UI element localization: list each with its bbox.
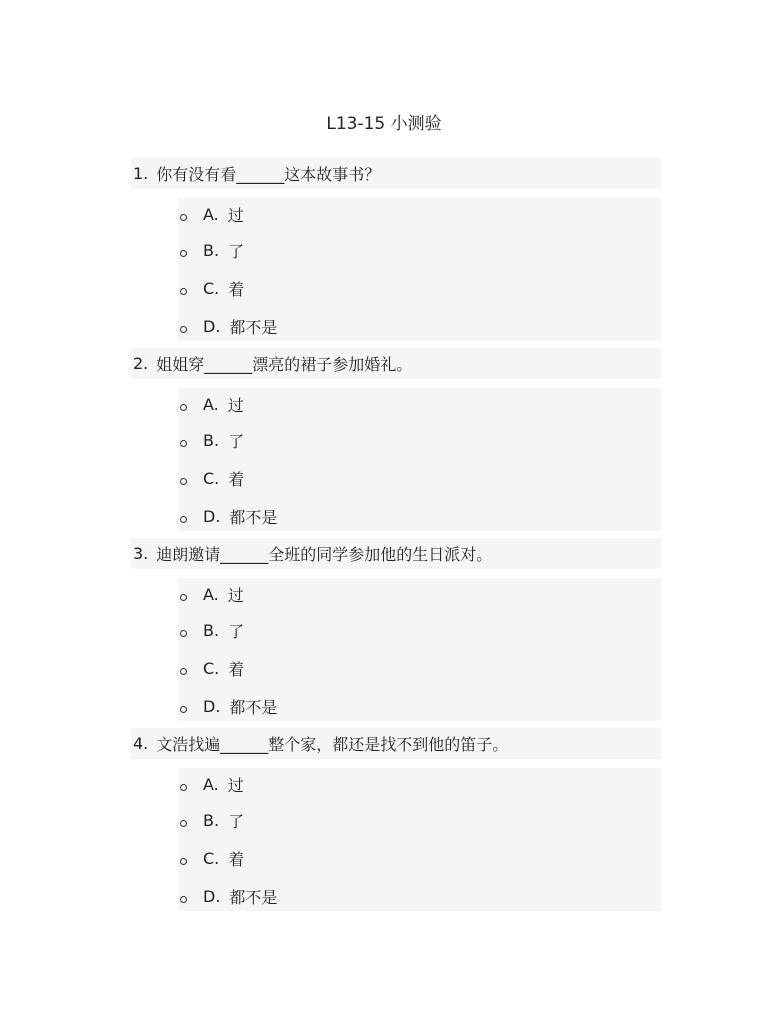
question-text: 文浩找遍______整个家，都还是找不到他的笛子。 — [156, 735, 509, 754]
options-list — [178, 198, 661, 341]
question-prompt — [131, 728, 661, 759]
quiz-list — [131, 158, 661, 918]
option-letter: C. — [203, 848, 220, 868]
question-number: 3. — [133, 544, 149, 563]
option-text: 过 — [227, 586, 244, 605]
option-letter: D. — [203, 886, 221, 906]
option-letter: C. — [203, 468, 220, 488]
question-prompt — [131, 538, 661, 569]
option-text: 了 — [228, 621, 245, 641]
circle-bullet-icon — [180, 594, 187, 601]
option-c[interactable] — [178, 459, 661, 497]
option-b[interactable] — [178, 231, 661, 269]
option-d[interactable] — [178, 687, 661, 725]
circle-bullet-icon — [180, 250, 187, 257]
option-text: 都不是 — [229, 697, 278, 717]
option-c[interactable] — [178, 839, 661, 877]
option-letter: B. — [203, 430, 220, 450]
question-number: 4. — [133, 734, 149, 753]
option-letter: A. — [203, 205, 219, 224]
option-text: 着 — [228, 659, 245, 679]
option-d[interactable] — [178, 877, 661, 915]
option-d[interactable] — [178, 307, 661, 345]
question-3 — [131, 538, 661, 728]
question-text: 你有没有看______这本故事书？ — [156, 165, 381, 184]
option-letter: C. — [203, 278, 220, 298]
question-prompt — [131, 348, 661, 379]
option-b[interactable] — [178, 801, 661, 839]
option-b[interactable] — [178, 611, 661, 649]
question-text: 姐姐穿______漂亮的裙子参加婚礼。 — [156, 355, 413, 374]
option-a[interactable] — [178, 388, 661, 421]
option-letter: A. — [203, 395, 219, 414]
question-2 — [131, 348, 661, 538]
option-text: 过 — [227, 206, 244, 225]
options-list — [178, 578, 661, 721]
option-a[interactable] — [178, 768, 661, 801]
question-text: 迪朗邀请______全班的同学参加他的生日派对。 — [156, 545, 493, 564]
option-text: 都不是 — [229, 317, 278, 337]
page-title: L13-15 小测验 — [326, 114, 442, 134]
option-text: 过 — [227, 776, 244, 795]
circle-bullet-icon — [180, 630, 187, 637]
option-text: 过 — [227, 396, 244, 415]
question-number: 1. — [133, 164, 149, 183]
option-letter: C. — [203, 658, 220, 678]
circle-bullet-icon — [180, 478, 187, 485]
option-letter: D. — [203, 506, 221, 526]
option-text: 了 — [228, 811, 245, 831]
option-letter: B. — [203, 620, 220, 640]
options-list — [178, 768, 661, 911]
option-letter: B. — [203, 240, 220, 260]
question-4 — [131, 728, 661, 918]
option-letter: A. — [203, 585, 219, 604]
option-text: 了 — [228, 431, 245, 451]
question-1 — [131, 158, 661, 348]
circle-bullet-icon — [180, 706, 187, 713]
option-text: 着 — [228, 469, 245, 489]
option-text: 都不是 — [229, 507, 278, 527]
option-letter: D. — [203, 696, 221, 716]
circle-bullet-icon — [180, 440, 187, 447]
circle-bullet-icon — [180, 404, 187, 411]
option-c[interactable] — [178, 649, 661, 687]
circle-bullet-icon — [180, 214, 187, 221]
option-c[interactable] — [178, 269, 661, 307]
option-b[interactable] — [178, 421, 661, 459]
circle-bullet-icon — [180, 784, 187, 791]
option-text: 着 — [228, 849, 245, 869]
option-letter: D. — [203, 316, 221, 336]
option-a[interactable] — [178, 578, 661, 611]
option-letter: A. — [203, 775, 219, 794]
question-prompt — [131, 158, 661, 189]
option-text: 都不是 — [229, 887, 278, 907]
option-letter: B. — [203, 810, 220, 830]
circle-bullet-icon — [180, 516, 187, 523]
circle-bullet-icon — [180, 858, 187, 865]
circle-bullet-icon — [180, 668, 187, 675]
option-a[interactable] — [178, 198, 661, 231]
question-number: 2. — [133, 354, 149, 373]
option-text: 着 — [228, 279, 245, 299]
circle-bullet-icon — [180, 288, 187, 295]
circle-bullet-icon — [180, 326, 187, 333]
circle-bullet-icon — [180, 820, 187, 827]
option-text: 了 — [228, 241, 245, 261]
circle-bullet-icon — [180, 896, 187, 903]
option-d[interactable] — [178, 497, 661, 535]
options-list — [178, 388, 661, 531]
